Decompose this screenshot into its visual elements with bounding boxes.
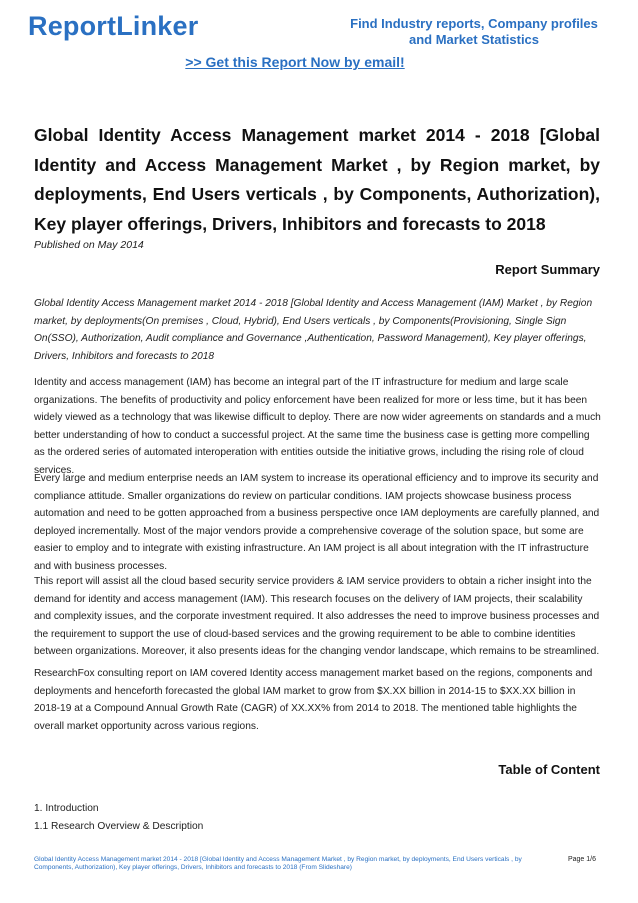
- table-of-content-heading: Table of Content: [498, 762, 600, 777]
- report-title: Global Identity Access Management market 2014 - 2018 [Global Identity and Access Management Market , by Region market, by deployments, End Users verticals , by Components, Authorization), Key player offerings, Drivers, Inhibitors and forecasts to 2018: [34, 125, 600, 234]
- summary-paragraph: Every large and medium enterprise needs an IAM system to increase its operational efficiency and to improve its security and compliance attitude. Smaller organizations do review on particular conditions. IAM projects showcase business process automation and need to be gotten approached from a business perspective once IAM deployments are carefully planned, and deployed incrementally. Most of the major vendors provide a comprehensive coverage of the solution space, but some are easier to employ and to integrate with existing infrastructure. An IAM project is all about integration with the IT infrastructure and with business processes.: [34, 473, 600, 572]
- published-date: Published on May 2014: [34, 239, 144, 251]
- page-header: [0, 0, 638, 80]
- summary-paragraph: Identity and access management (IAM) has become an integral part of the IT infrastructure for medium and large scale organizations. The benefits of productivity and policy enforcement have been realized for more or less time, but it has been widely viewed as a technology that was likewise difficult to deploy. There are now wider agreements on standards and a much better understanding of how to conduct a successful project. At the same time the business case is getting more compelling as the ordered series of automated interoperation with entities outside the initiative grows, including the rising role of cloud services.: [34, 377, 601, 476]
- toc-item: 1. Introduction: [34, 803, 99, 814]
- report-summary-heading: Report Summary: [495, 262, 600, 277]
- reportlinker-logo[interactable]: ReportLinker: [28, 11, 199, 41]
- summary-intro: Global Identity Access Management market 2014 - 2018 [Global Identity and Access Management (IAM) Market , by Region market, by deployments(On premises , Cloud, Hybrid), End Users verticals , by Components(Provisioning, Single Sign On(SSO), Authorization, Audit compliance and Governance ,Authentication, Password Management), Key player offerings, Drivers, Inhibitors and forecasts to 2018: [34, 298, 593, 362]
- toc-item: 1.1 Research Overview & Description: [34, 821, 204, 832]
- get-report-link[interactable]: >> Get this Report Now by email!: [185, 54, 405, 70]
- footer-link[interactable]: Global Identity Access Management market 2014 - 2018 [Global Identity and Access Management Market , by Region market, by deployments, End Users verticals , by Components, Authorization), Key player offerings, Drivers, Inhibitors and forecasts to 2018 (From Slideshare): [34, 856, 522, 872]
- summary-paragraph: This report will assist all the cloud based security service providers & IAM service providers to obtain a richer insight into the demand for identity and access management (IAM). This research focuses on the delivery of IAM projects, their scalability and complexity issues, and the corporate investment required. It also addresses the need to improve business processes and the requirement to support the use of cloud-based services and the growing requirement to be able to combine identities between organizations. Moreover, it also presents ideas for the changing vendor landscape, which remains to be streamlined.: [34, 576, 600, 658]
- page-number: Page 1/6: [567, 856, 596, 863]
- header-tagline[interactable]: Find Industry reports, Company profiles and Market Statistics: [350, 16, 598, 47]
- summary-paragraph: ResearchFox consulting report on IAM covered Identity access management market based on the regions, components and deployments and henceforth forecasted the global IAM market to grow from $X.XX billion in 2014-15 to $XX.XX billion in 2018-19 at a Compound Annual Growth Rate (CAGR) of XX.XX% from 2014 to 2018. The mentioned table highlights the overall market opportunity across various regions.: [34, 668, 593, 732]
